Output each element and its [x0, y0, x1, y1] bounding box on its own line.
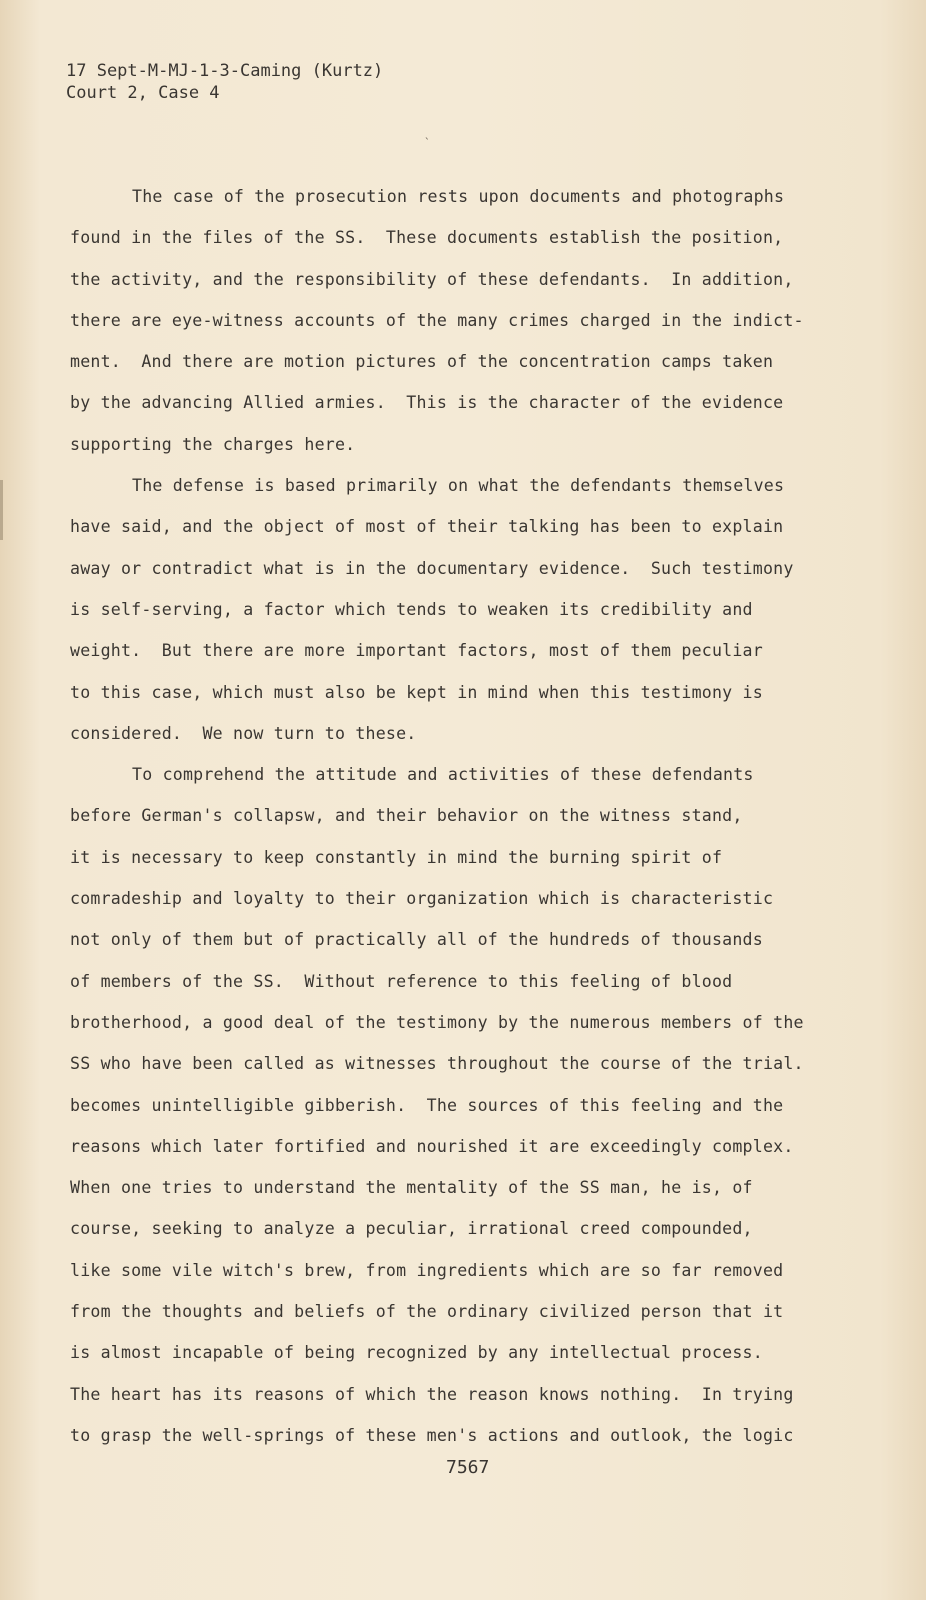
left-edge-mark — [0, 480, 3, 540]
text-line: before German's collapsw, and their behavior on the witness stand, — [70, 806, 743, 826]
text-line: The defense is based primarily on what the defendants themselves — [132, 476, 785, 496]
text-line: the activity, and the responsibility of these defendants. In addition, — [70, 269, 794, 289]
header-line-2: Court 2, Case 4 — [66, 83, 220, 103]
header-line-1: 17 Sept-M-MJ-1-3-Caming (Kurtz) — [66, 61, 384, 81]
text-line: The heart has its reasons of which the reason knows nothing. In trying — [70, 1384, 794, 1404]
text-line: considered. We now turn to these. — [70, 723, 417, 743]
text-line: to this case, which must also be kept in mind when this testimony is — [70, 682, 763, 702]
text-line: is self-serving, a factor which tends to weaken its credibility and — [70, 599, 753, 619]
text-line: To comprehend the attitude and activities of these defendants — [132, 765, 754, 785]
text-line: comradeship and loyalty to their organization which is characteristic — [70, 889, 774, 909]
text-line: to grasp the well-springs of these men's actions and outlook, the logic — [70, 1425, 794, 1445]
text-line: course, seeking to analyze a peculiar, irrational creed compounded, — [70, 1219, 753, 1239]
text-line: not only of them but of practically all of the hundreds of thousands — [70, 930, 763, 950]
text-line: The case of the prosecution rests upon documents and photographs — [132, 187, 785, 206]
text-line: from the thoughts and beliefs of the ordinary civilized person that it — [70, 1302, 784, 1322]
text-line: SS who have been called as witnesses throughout the course of the trial. — [70, 1054, 804, 1074]
text-line: have said, and the object of most of their talking has been to explain — [70, 517, 784, 537]
text-line: there are eye-witness accounts of the many crimes charged in the indict- — [70, 310, 804, 330]
text-line: it is necessary to keep constantly in mind the burning spirit of — [70, 847, 723, 867]
text-line: supporting the charges here. — [70, 434, 356, 454]
stray-mark: ` — [424, 136, 431, 149]
text-line: away or contradict what is in the documentary evidence. Such testimony — [70, 558, 794, 578]
text-line: ment. And there are motion pictures of the concentration camps taken — [70, 352, 774, 372]
page-number: 7567 — [446, 1457, 490, 1478]
text-line: by the advancing Allied armies. This is the character of the evidence — [70, 393, 784, 413]
text-line: of members of the SS. Without reference to this feeling of blood — [70, 971, 733, 991]
text-line: When one tries to understand the mentality of the SS man, he is, of — [70, 1178, 753, 1198]
document-header — [66, 60, 383, 104]
text-line: is almost incapable of being recognized by any intellectual process. — [70, 1343, 763, 1363]
text-line: weight. But there are more important factors, most of them peculiar — [70, 641, 763, 661]
text-line: brotherhood, a good deal of the testimony by the numerous members of the — [70, 1012, 804, 1032]
text-line: reasons which later fortified and nourished it are exceedingly complex. — [70, 1136, 794, 1156]
text-line: found in the files of the SS. These documents establish the position, — [70, 228, 784, 248]
text-line: becomes unintelligible gibberish. The sources of this feeling and the — [70, 1095, 784, 1115]
body-text — [70, 176, 830, 1456]
text-line: like some vile witch's brew, from ingredients which are so far removed — [70, 1260, 784, 1280]
